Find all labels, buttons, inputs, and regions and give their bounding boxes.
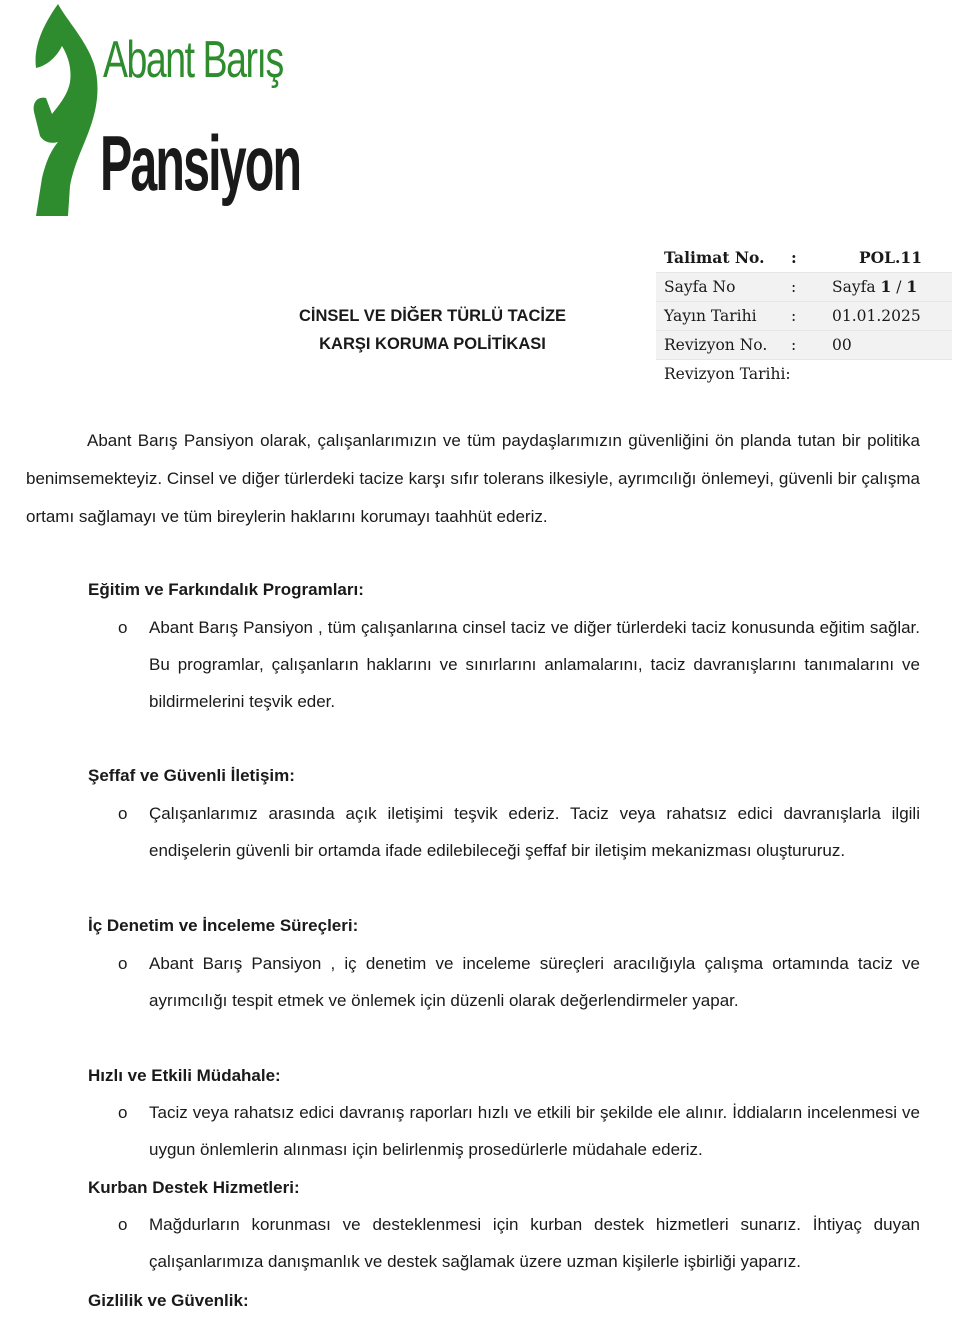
meta-colon: : [791,336,797,354]
bullet-text: Çalışanlarımız arasında açık iletişimi teşvik ederiz. Taciz veya rahatsız edici davranışlarla ilgili endişelerin güvenli bir ortamda ifade edilebileceği şeffaf bir iletişim mekanizması oluştururuz. [149,804,920,860]
meta-value: 00 [832,336,852,354]
meta-label: Talimat No. [664,248,765,267]
section-heading-internal-audit: İç Denetim ve İnceleme Süreçleri: [88,916,359,935]
page-separator: / [891,278,907,296]
bullet-text: Mağdurların korunması ve desteklenmesi için kurban destek hizmetleri sunarız. İhtiyaç duyan çalışanlarımıza danışmanlık ve destek sağlamak üzere uzman kişilerle işbirliği yaparız. [149,1215,920,1271]
section-heading-communication: Şeffaf ve Güvenli İletişim: [88,766,295,785]
company-logo [28,2,301,240]
bullet-text: Abant Barış Pansiyon , iç denetim ve inceleme süreçleri aracılığıyla çalışma ortamında taciz ve ayrımcılığı tespit etmek ve önlemek için düzenli olarak değerlendirmeler yapar. [149,954,920,1010]
bullet-text: Abant Barış Pansiyon , tüm çalışanlarına cinsel taciz ve diğer türlerdeki taciz konusunda eğitim sağlar. Bu programlar, çalışanların haklarını ve sınırlarını anlamalarını, taciz davranışlarını tanımalarını ve bildirmelerini teşvik eder. [149,618,920,711]
meta-colon: : [791,307,797,325]
meta-value: POL.11 [858,248,922,267]
meta-colon: : [791,248,797,267]
section-heading-privacy: Gizlilik ve Güvenlik: [88,1291,249,1310]
meta-row-revision-date [656,360,952,388]
document-title [260,302,605,358]
page-current: 1 [880,277,892,296]
meta-label: Sayfa No [664,278,736,296]
meta-label: Revizyon No. [664,336,768,354]
page-total: 1 [906,277,918,296]
bullet-marker: o [118,954,128,973]
document-meta-table [656,244,952,388]
meta-colon: : [791,278,797,296]
section-bullet-victim-support [118,1206,920,1280]
meta-row-revision-no [656,330,952,360]
meta-row-instruction-no [656,244,952,272]
bullet-marker: o [118,1215,128,1234]
section-bullet-training [118,609,920,720]
section-heading-training: Eğitim ve Farkındalık Programları: [88,580,364,599]
meta-value [832,273,917,301]
section-heading-victim-support: Kurban Destek Hizmetleri: [88,1178,300,1197]
section-bullet-internal-audit [118,945,920,1019]
meta-row-page-no [656,272,952,301]
title-line-1: CİNSEL VE DİĞER TÜRLÜ TACİZE [298,307,567,325]
meta-value: 01.01.2025 [832,307,921,325]
bullet-marker: o [118,804,128,823]
section-heading-intervention: Hızlı ve Etkili Müdahale: [88,1066,281,1085]
intro-paragraph: Abant Barış Pansiyon olarak, çalışanlarımızın ve tüm paydaşlarımızın güvenliğini ön planda tutan bir politika benimsemekteyiz. Cinsel ve diğer türlerdeki tacize karşı sıfır tolerans ilkesiyle, ayrımcılığı önlemeyi, güvenli bir çalışma ortamı sağlamayı ve tüm bireylerin haklarını korumayı taahhüt ederiz. [26,431,920,526]
hand-heart-icon [28,2,100,222]
meta-row-publish-date [656,301,952,330]
title-line-2: KARŞI KORUMA POLİTİKASI [319,335,546,353]
logo-text-top: Abant Barış [103,31,283,89]
bullet-marker: o [118,1103,128,1122]
section-bullet-intervention [118,1094,920,1168]
page-prefix: Sayfa [832,278,881,296]
bullet-text: Taciz veya rahatsız edici davranış raporları hızlı ve etkili bir şekilde ele alınır. İddiaların incelenmesi ve uygun önlemlerin alınması için belirlenmiş prosedürlerle müdahale ederiz. [149,1103,920,1159]
logo-text-bottom: Pansiyon [100,119,301,207]
bullet-marker: o [118,618,128,637]
meta-label: Yayın Tarihi [664,307,757,325]
meta-label: Revizyon Tarihi: [664,365,791,383]
section-bullet-communication [118,795,920,869]
